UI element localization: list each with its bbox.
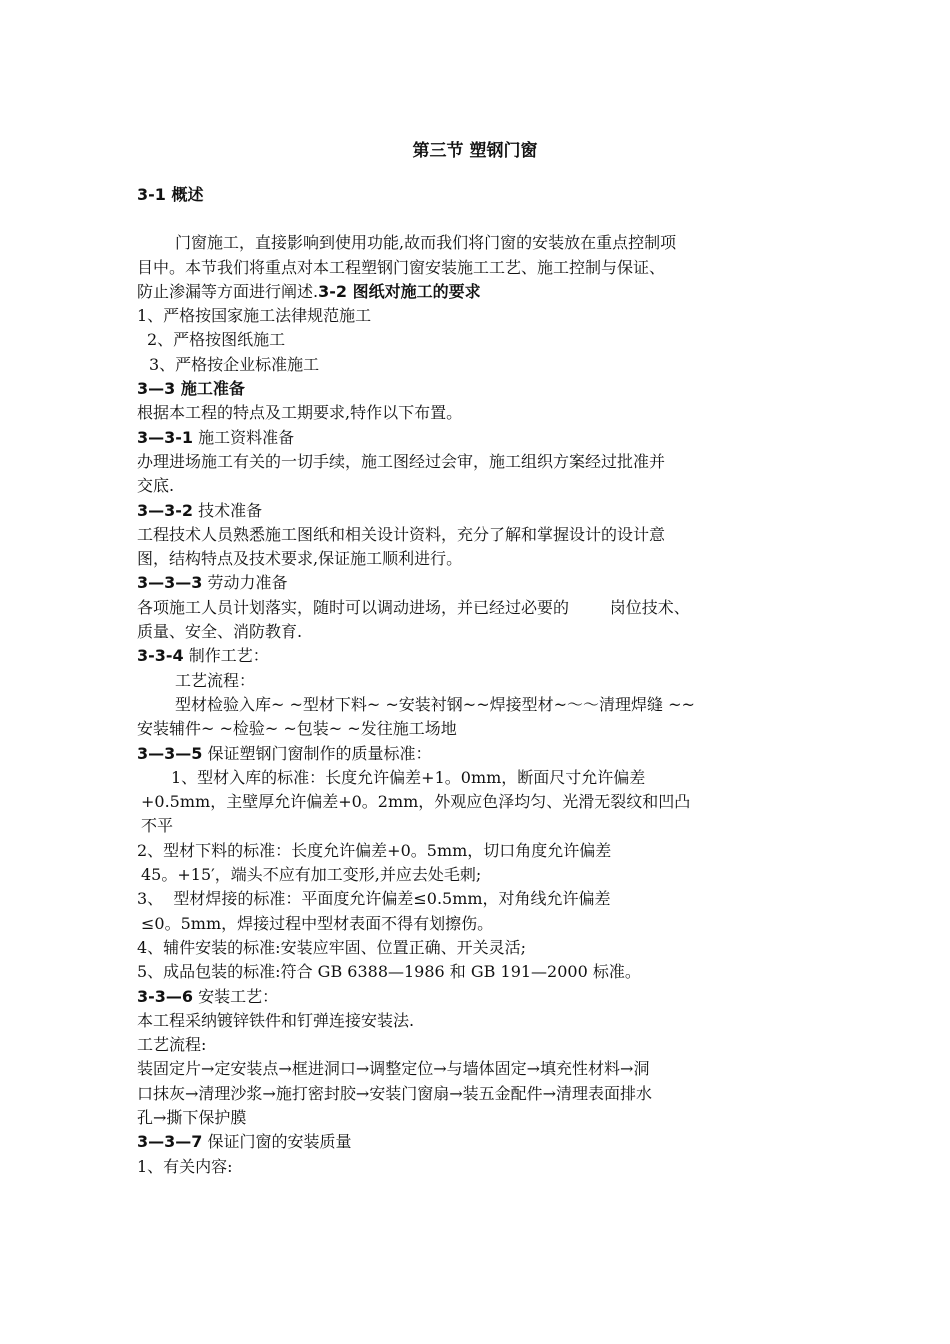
document-body (137, 183, 837, 1179)
paragraph-line: 4、辅件安装的标准:安装应牢固、位置正确、开关灵活; (137, 937, 526, 957)
subsection-title: 劳动力准备 (202, 573, 288, 593)
paragraph-line: 5、成品包装的标准:符合 GB 6388—1986 和 GB 191—2000 标准。 (137, 962, 641, 982)
paragraph-line: ≤0。5mm，焊接过程中型材表面不得有划擦伤。 (141, 913, 494, 933)
subsection-heading (137, 644, 837, 668)
paragraph-line: 2、型材下料的标准：长度允许偏差+0。5mm，切口角度允许偏差 (137, 840, 612, 860)
paragraph-line: 交底. (137, 476, 175, 496)
list-item: 3、严格按企业标准施工 (149, 354, 320, 374)
subsection-number: 3—3—7 (137, 1132, 203, 1152)
subsection-heading (137, 499, 837, 523)
subsection-title: 施工资料准备 (193, 427, 295, 447)
paragraph-text: 防止渗漏等方面进行阐述. (137, 281, 319, 301)
subsection-heading (137, 426, 837, 450)
subsection-title: 制作工艺： (183, 646, 269, 666)
paragraph-line: 不平 (141, 816, 174, 836)
subsection-heading (137, 1130, 837, 1154)
subsection-number: 3—3-1 (137, 427, 194, 447)
paragraph-line: 1、型材入库的标准：长度允许偏差+1。0mm，断面尺寸允许偏差 (171, 767, 646, 787)
subsection-number: 3-3—6 (137, 986, 194, 1006)
subsection-number: 3—3-2 (137, 500, 194, 520)
paragraph-line: 各项施工人员计划落实，随时可以调动进场，并已经过必要的 岗位技术、 (137, 597, 690, 617)
paragraph-line: 45。+15′，端头不应有加工变形,并应去处毛刺; (141, 865, 482, 885)
subsection-title: 技术准备 (193, 500, 263, 520)
paragraph-line: 质量、安全、消防教育. (137, 622, 303, 642)
subsection-heading (137, 742, 837, 766)
paragraph-line: 型材检验入库~ ~型材下料~ ~安装衬钢~~焊接型材~～～清理焊缝 ~~ (175, 694, 695, 714)
subsection-number: 3—3—3 (137, 573, 203, 593)
page-title: 第三节 塑钢门窗 (412, 141, 538, 161)
paragraph-line: 图，结构特点及技术要求,保证施工顺利进行。 (137, 549, 463, 569)
paragraph-line: 安装辅件~ ~检验~ ~包装~ ~发往施工场地 (137, 719, 457, 739)
list-item: 2、严格按图纸施工 (147, 330, 286, 350)
subsection-title: 保证门窗的安装质量 (202, 1132, 352, 1152)
section-heading-3-2: 3-2 图纸对施工的要求 (318, 281, 481, 301)
subsection-heading (137, 985, 837, 1009)
paragraph-line: 根据本工程的特点及工期要求,特作以下布置。 (137, 403, 463, 423)
paragraph-line (137, 280, 837, 304)
paragraph-line: 本工程采纳镀锌铁件和钉弹连接安装法. (137, 1010, 415, 1030)
paragraph-line: 孔→撕下保护膜 (137, 1107, 247, 1127)
subsection-heading (137, 571, 837, 595)
subsection-number: 3-3-4 (137, 646, 184, 666)
paragraph-line: 办理进场施工有关的一切手续，施工图经过会审，施工组织方案经过批准并 (137, 451, 666, 471)
list-item: 1、严格按国家施工法律规范施工 (137, 306, 372, 326)
paragraph-line: 1、有关内容: (137, 1156, 233, 1176)
paragraph-line: 口抹灰→清理沙浆→施打密封胶→安装门窗扇→装五金配件→清理表面排水 (137, 1083, 653, 1103)
subsection-title: 保证塑钢门窗制作的质量标准： (202, 743, 432, 763)
section-heading-3-1: 3-1 概述 (137, 185, 204, 204)
paragraph-line: 工程技术人员熟悉施工图纸和相关设计资料，充分了解和掌握设计的设计意 (137, 524, 666, 544)
paragraph-line: 装固定片→定安装点→框进洞口→调整定位→与墙体固定→填充性材料→洞 (137, 1059, 650, 1079)
paragraph-line: 工艺流程: (137, 1035, 207, 1055)
spacer (137, 207, 837, 231)
subsection-title: 安装工艺： (193, 986, 279, 1006)
paragraph-line: 门窗施工，直接影响到使用功能,故而我们将门窗的安装放在重点控制项 (175, 233, 677, 253)
paragraph-line: 工艺流程： (175, 670, 256, 690)
paragraph-line: 3、 型材焊接的标准：平面度允许偏差≤0.5mm，对角线允许偏差 (137, 889, 611, 909)
subsection-number: 3—3—5 (137, 743, 203, 763)
section-heading-3-3: 3—3 施工准备 (137, 379, 245, 399)
paragraph-line: 目中。本节我们将重点对本工程塑钢门窗安装施工工艺、施工控制与保证、 (137, 257, 666, 277)
paragraph-line: +0.5mm，主壁厚允许偏差+0。2mm，外观应色泽均匀、光滑无裂纹和凹凸 (141, 792, 691, 812)
